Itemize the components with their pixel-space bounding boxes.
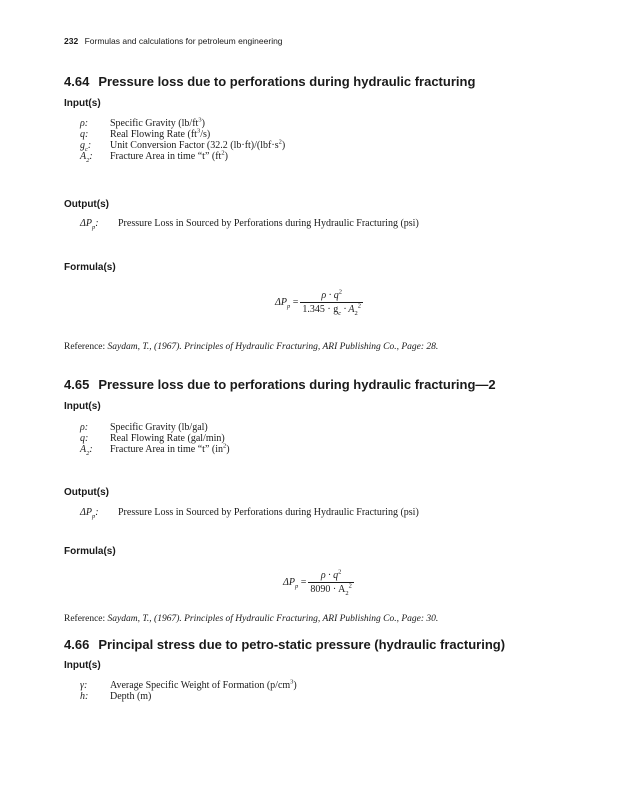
input-item: h: Depth (m) xyxy=(80,691,152,702)
section-title: Principal stress due to petro-static pressure (hydraulic fracturing) xyxy=(98,637,506,652)
input-item: γ: Average Specific Weight of Formation $(p/cm^3)$ xyxy=(80,678,297,691)
input-item: q: Real Flowing Rate (gal/min) xyxy=(80,433,225,444)
input-heading: Input(s) xyxy=(64,98,101,109)
reference-4-64: Reference: Saydam, T., (1967). Principles of Hydraulic Fracturing, ARI Publishing Co., Page: 28. xyxy=(64,342,439,352)
section-number: 4.66 xyxy=(64,637,90,652)
formula-heading: Formula(s) xyxy=(64,546,116,557)
input-list xyxy=(80,680,297,702)
input-item: q: Real Flowing Rate $(ft^3/s)$ xyxy=(80,127,211,140)
section-number: 4.64 xyxy=(64,74,90,89)
formula-4-64: $\Delta P_p$ = $\frac{\rho \cdot q^2}{1.345 \cdot g_c \cdot A_2^2}$ xyxy=(275,288,362,317)
section-title: Pressure loss due to perforations during hydraulic fracturing xyxy=(98,74,476,89)
input-heading: Input(s) xyxy=(64,660,101,671)
output-item: $\Delta P_p$: Pressure Loss in Sourced by Perforations during Hydraulic Fracturing (psi) xyxy=(80,507,419,520)
fraction: $\frac{\rho \cdot q^2}{1.345 \cdot g_c \cdot A_2^2}$ xyxy=(302,288,362,317)
output-heading: Output(s) xyxy=(64,199,109,210)
section-number: 4.65 xyxy=(64,377,90,392)
input-item: ρ: Specific Gravity $(lb/ft^3)$ xyxy=(80,116,205,129)
page-number: 232 xyxy=(64,36,79,46)
input-heading: Input(s) xyxy=(64,401,101,412)
output-list xyxy=(80,218,419,229)
formula-4-65: $\Delta P_p$ = $\frac{\rho \cdot q^2}{8090 \cdot A_2^2}$ xyxy=(283,568,352,597)
output-item: $\Delta P_p$: Pressure Loss in Sourced by Perforations during Hydraulic Fracturing (psi) xyxy=(80,218,419,231)
section-4-66-heading xyxy=(64,637,564,652)
reference-4-65: Reference: Saydam, T., (1967). Principles of Hydraulic Fracturing, ARI Publishing Co., Page: 30. xyxy=(64,614,439,624)
input-item: ρ: Specific Gravity (lb/gal) xyxy=(80,422,208,433)
section-title: Pressure loss due to perforations during hydraulic fracturing—2 xyxy=(98,377,496,392)
fraction: $\frac{\rho \cdot q^2}{8090 \cdot A_2^2}$ xyxy=(310,568,352,597)
book-title: Formulas and calculations for petroleum engineering xyxy=(84,36,283,46)
input-item: $A_2$: Fracture Area in time “t” $(ft^2)$ xyxy=(80,149,228,164)
running-head xyxy=(64,36,283,46)
input-list xyxy=(80,118,285,162)
output-heading: Output(s) xyxy=(64,487,109,498)
section-4-65-heading xyxy=(64,377,564,392)
input-item: $A_2$: Fracture Area in time “t” $(in^2)$ xyxy=(80,442,230,457)
input-item: $g_c$: Unit Conversion Factor (32.2 $(lb\cdot ft)/(lbf\cdot s^2)$ xyxy=(80,138,286,153)
output-list xyxy=(80,507,419,518)
section-4-64-heading xyxy=(64,74,564,89)
formula-heading: Formula(s) xyxy=(64,262,116,273)
input-list xyxy=(80,422,230,455)
